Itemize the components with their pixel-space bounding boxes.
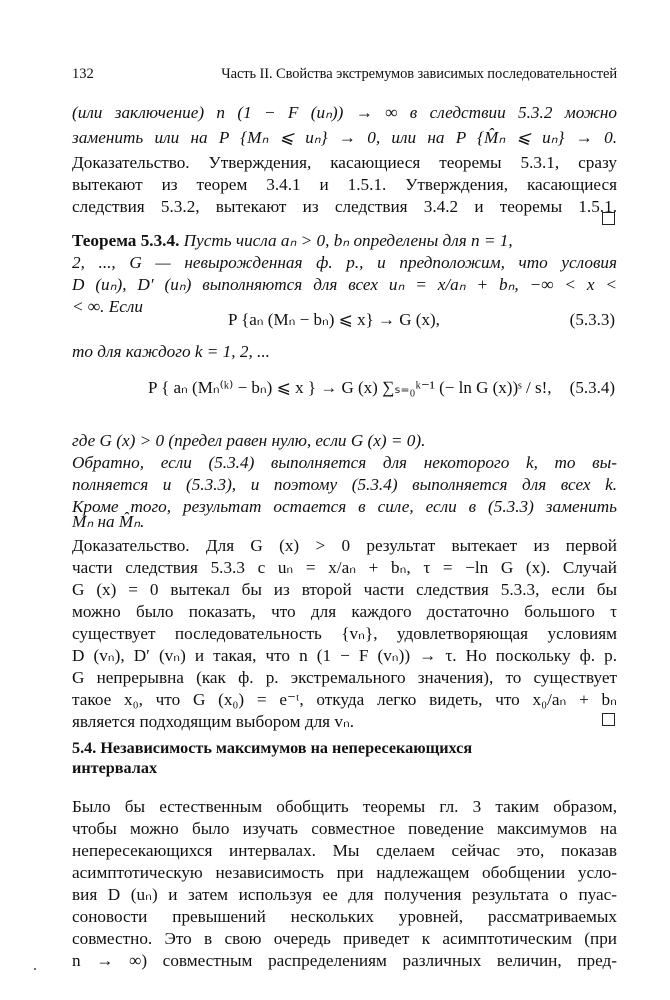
section-title: 5.4. Независимость максимумов на непересекающихся [72,739,473,757]
section-line: n → ∞) совместным распределениям различных величин, пред- [72,951,617,970]
running-title: Часть II. Свойства экстремумов зависимых последовательностей [221,66,617,82]
section-line: соновости превышений нескольких уровней, рассматриваемых [72,907,617,926]
page-number: 132 [72,66,94,82]
proof-line: G непрерывна (как ф. р. экстремального значения), то существует [72,668,617,687]
section-line: асимптотическую независимость при надлежащем обобщении усло- [72,863,617,882]
section-line: Было бы естественным обобщить теоремы гл. 3 таким образом, [72,797,617,816]
proof-line: D (vₙ), D′ (vₙ) и такая, что n (1 − F (vₙ)) → τ. Но поскольку ф. р. [72,646,617,665]
proof-line: G (x) = 0 вытекал бы из второй части следствия 5.3.3, если бы [72,580,617,599]
end-of-proof-square-icon [602,713,615,726]
theorem-label: Теорема 5.3.4. [72,231,180,250]
section-title: интервалах [72,759,158,777]
text-line: заменить или на P {Mₙ ⩽ uₙ} → 0, или на P {M̂ₙ ⩽ uₙ} → 0. [72,128,617,147]
proof-line: существует последовательность {vₙ}, удовлетворяющая условиям [72,624,617,643]
end-of-proof-square-icon [602,212,615,225]
formula-expression: P {aₙ (Mₙ − bₙ) ⩽ x} → G (x), [228,310,440,329]
text-line: (или заключение) n (1 − F (uₙ)) → ∞ в следствии 5.3.2 можно [72,103,617,122]
text-line: Mₙ на M̂ₙ. [72,512,145,531]
text-line: где G (x) > 0 (предел равен нулю, если G (x) = 0). [72,431,426,450]
proof-line: можно было показать, что для каждого достаточно большого τ [72,602,617,621]
text-line: полняется и (5.3.3), и поэтому (5.3.4) выполняется для всех k. [72,475,617,494]
section-line: чтобы можно было изучать совместное поведение максимумов на [72,819,617,838]
text-line: вытекают из теорем 3.4.1 и 1.5.1. Утверждения, касающиеся [72,175,617,194]
running-header [72,62,617,86]
theorem-text: Пусть числа aₙ > 0, bₙ определены для n = 1, [183,231,513,250]
text-line: Обратно, если (5.3.4) выполняется для некоторого k, то вы- [72,453,617,472]
proof-line: является подходящим выбором для vₙ. [72,712,355,731]
proof-line: такое x₀, что G (x₀) = e⁻ᵗ, откуда легко видеть, что x₀/aₙ + bₙ [72,690,617,709]
proof-line: части следствия 5.3.3 с uₙ = x/aₙ + bₙ, τ = −ln G (x). Случай [72,558,617,577]
equation-number: (5.3.4) [569,378,615,397]
text-line: то для каждого k = 1, 2, ... [72,342,270,361]
book-page [72,0,617,1000]
text-line: Кроме того, результат остается в силе, если в (5.3.3) заменить [72,497,617,516]
section-line: вия D (uₙ) и затем используя ее для получения результата о пуас- [72,885,617,904]
theorem-first-line [72,230,617,252]
theorem-line: < ∞. Если [72,297,143,316]
equation-number: (5.3.3) [569,310,615,329]
formula-expression: P { aₙ (Mₙ⁽ᵏ⁾ − bₙ) ⩽ x } → G (x) ∑ₛ₌₀ᵏ⁻¹ (− ln G (x))ˢ / s!, [148,378,552,397]
theorem-line: D (uₙ), D′ (uₙ) выполняются для всех uₙ = x/aₙ + bₙ, −∞ < x < [72,275,617,294]
page-speck [34,968,36,970]
section-line: совместно. Это в свою очередь приведет к асимптотическим (при [72,929,617,948]
theorem-line: 2, ..., G — невырожденная ф. р., и предположим, что условия [72,253,617,272]
text-line: следствия 5.3.2, вытекают из следствия 3.4.2 и теоремы 1.5.1. [72,197,617,216]
formula-5-3-4 [72,378,617,418]
proof-line: Доказательство. Для G (x) > 0 результат вытекает из первой [72,536,617,555]
section-line: непересекающихся интервалах. Мы сделаем сейчас это, показав [72,841,617,860]
text-line: Доказательство. Утверждения, касающиеся теоремы 5.3.1, сразу [72,153,617,172]
